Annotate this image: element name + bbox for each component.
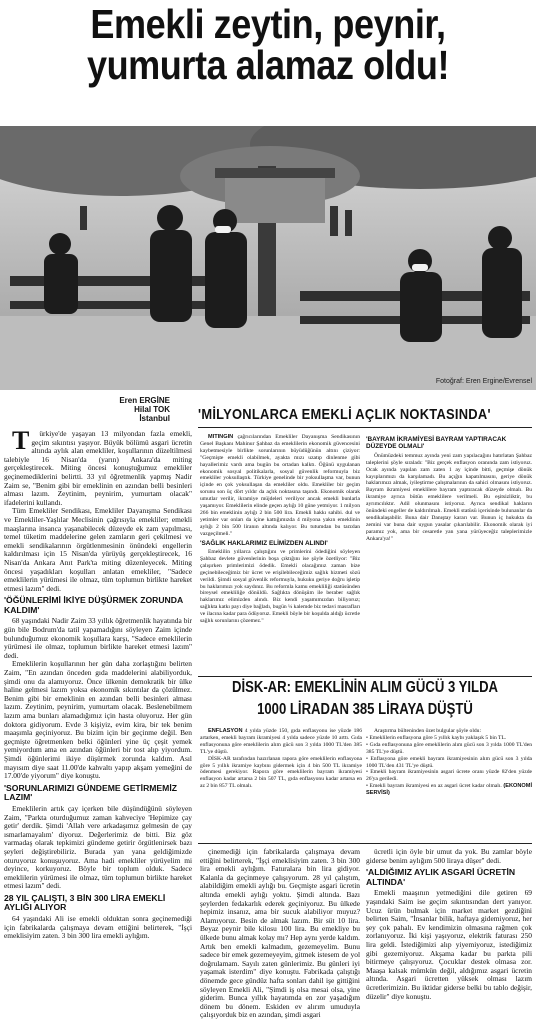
continuation-column	[200, 848, 360, 1022]
sidebar-2-column-right	[366, 728, 532, 840]
byline-name-1: Eren ERGİNE	[119, 396, 170, 405]
sidebar-1-column-left	[200, 434, 360, 670]
sidebar-2-column-left	[200, 728, 362, 840]
photo-credit: Fotoğraf: Eren Ergine/Evrensel	[435, 378, 532, 385]
right-paragraph-2: Emekli maaşının yetmediğini dile getiren 69 yaşındaki Saim ise geçim sıkıntısından dert yanıyor. Ucuz ürün bulmak için market market gezdiğini belirten Saim, "İnsanlar bilik, haftaya gidemiyoruz, her şey çok pahalı. Ev kendimizin olmasına rağmen çok zorlanıyoruz. İki kişi yaşıyoruz, elektrik faturası 250 lira geldi. İstediğimizi alıp yiyemiyoruz, istediğimiz gibi gezemiyoruz. Akşama kadar bu parkta pili bitirmeye çalışıyoruz. Çocuklar destek olmasa zor. Maaşa kalsak mümkün değil, aldığımız asgari ücretin altında. Asgari ücretten yüksek olması lazım ücretlerimizin. Bu iktidar giderse belki bu tablo değişir, düzelir" diye konuştu.	[366, 888, 532, 1001]
sidebar-title-1: 'MİLYONLARCA EMEKLİ AÇLIK NOKTASINDA'	[198, 402, 532, 428]
right-subheading: 'ALDIĞIMIZ AYLIK ASGARİ ÜCRETİN ALTINDA'	[366, 867, 516, 887]
right-column	[366, 848, 532, 1022]
right-paragraph-1: ücretli için öyle bir umut da yok. Bu zamlar böyle giderse benim aylığım 500 liraya düşer" dedi.	[366, 848, 532, 865]
byline-city: İstanbul	[139, 414, 170, 423]
divider	[198, 843, 532, 844]
sidebar-title-2-line-1: DİSK-AR: EMEKLİNİN ALIM GÜCÜ 3 YILDA	[231, 679, 499, 696]
sidebar-1-subheading-2: 'BAYRAM İKRAMİYESİ BAYRAM YAPTIRACAK DÜZEYDE OLMALI'	[366, 436, 507, 451]
headline-line-1: Emekli zeytin, peynir,	[90, 1, 446, 47]
main-paragraph-1: ürkiye'de yaşayan 13 milyondan fazla emekli, geçim sıkıntısı yaşıyor. Büyük bölümü asgari ücretin altında aylık alan emekliler, koşullarının düzeltilmesi talebiyle 16 Nisan'da (yarın) Ankara'da miting gerçekleştirecek. Miting öncesi konuştuğumuz emekliler geçinemediklerini belirtti. 33 yıl öğretmenlik yapmış Nadir Zaim se, "Benim gibi bir emeklinin en azından belli besinleri alması lazım. Zeytinim, peynirim, yumurtam olacak" ifadelerini kullandı.	[4, 430, 192, 507]
sidebar-1-paragraph-2: Emeklilin yıllarca çalıştığını ve primlerini ödediğini söyleyen Şahbaz devlete güvenlerinin boşa çıktığını ise şöyle özetliyor: "Biz çalışırken primlerimizi ödedik. Emekli olacağımız zaman bize geçinebileceğimiz bir ücret ve erişilebileceğimiz sağlık hizmeti sözü verildi. Şimdi sosyal güvenlik reformuyla, hukuku geriye doğru işletip bu haklarımızı yok saydınız. Bu reformla kamu emekliliği statüsünden bireysel emekliliğe dönüldü. Sağlıkta dönüşüm ile beraber sağlık haklarımız elimizden alındı. Biz kendi yaşamımızdan biliyoruz; sağlıkta katkı payı diye bağladı, bugün ¼ kalemde biz tedavi masrafları ve ilacına kadar para ödüyoruz. Emekli böyle bir koşulda aldığı ücretle sağlık sorunlarını çözemez."	[200, 549, 360, 625]
main-subheading-3: 28 YIL ÇALIŞTI, 3 BİN 300 LİRA EMEKLİ AYLIĞI ALIYOR	[4, 892, 166, 913]
main-article-column	[4, 430, 192, 1020]
sidebar-2-paragraph-1: 4 yılda yüzde 150, gıda enflasyonu ise yüzde 186 artarken, emekli bayram ikramiyesi 4 yılda sadece yüzde 10 arttı. Gıda enflasyonuna göre emeklilerin alım gücü son 3 yılda 1000 TL'den 385 TL'ye düştü.	[200, 728, 362, 755]
park-photo	[0, 126, 536, 390]
main-paragraph-4: Emeklilerin koşullarının her gün daha zorlaştığını belirten Zaim, "En azından önceden gıda maddelerini alabiliyorduk, şimdi onu da alamıyoruz. Önce ülkenin demokratik bir ülke haline gelmesi lazım yoksa ekonomik sıkıntılar da çözülmez. Benim gibi bir emeklinin en azından belli besinleri alması lazım. Zeytinim, peynirim, yumurtam olacak. Beslenebilmem lazım ama bunları alamadığımız için hasta oluyoruz. Her gün doktora gidiyorum. Evde 3 kişiyiz, evim kira, bir tek benim maaşımla geçiniyoruz. Bu bizim için bir geçinme değil. Ben geçmişte öğretmenken belki öğünleri yine üç çeşit yemek yemiyordum ama en azından öğünleri bir tost alıp yiyordum. Şimdi öğünlerimi ikiye düşürmek zorunda kaldım. Asıl mayısım diye saat 11.00'de kahvaltı yapıp akşam yemeğini de 17.00'de yiyorum" diye konuştu.	[4, 659, 192, 781]
sidebar-2-bullet-5: • Emekli bayram ikramiyesi en az asgari ücret kadar olmalı. (EKONOMİ SERVİSİ)	[366, 783, 532, 797]
byline	[60, 396, 170, 423]
sidebar-2-source: (EKONOMİ SERVİSİ)	[366, 783, 532, 797]
headline	[0, 0, 536, 128]
sidebar-2-paragraph-2: DİSK-AR tarafından hazırlanan rapora göre emeklilerin enflasyona göre 5 yıllık ikramiye kaybını gidermek için 4 bin 500 TL ikramiye ödenmesi gerekiyor. Rapora göre emeklilerin bayram ikramiyesi enflasyon kadar artarsa 2 bin 507 TL, gıda enflasyonu kadar artarsa en az 2 bin 857 TL olmalı.	[200, 755, 362, 790]
headline-line-2: yumurta alamaz oldu!	[86, 42, 450, 88]
main-paragraph-2: Tüm Emekliler Sendikası, Emekliler Dayanışma Sendikası ve Emekliler-Yaşlılar Meclisinin çağrısıyla emekliler; emekli maaşlarına insanca yaşanabilecek düzeyde ek zam yapılması, temel tüketim maddelerine gelen zamların geri çekilmesi ve emekli sendikalarının örgütlenmesinin önündeki engellerin kaldırılması için 15 Nisan'da yürüyüş gerçekleştirecek, 16 Nisan'da Ankara Anıt Park'ta miting düzenleyecek. Miting öncesi yaşadıkları koşulları anlatan emekliler, "Sadece emeklilerin yürümesi ile olmaz, tüm toplumun birlikte hareket etmesi lazım" dedi.	[4, 506, 192, 593]
sidebar-2-bullet-2: • Gıda enflasyonuna göre emeklilerin alım gücü son 3 yılda 1000 TL'den 385 TL'ye düştü.	[366, 741, 532, 755]
sidebar-2-paragraph-3: Araştırma bülteninden özet bulgular şöyle oldu:	[374, 728, 482, 734]
sidebar-title-2-line-2: 1000 LİRADAN 385 LİRAYA DÜŞTÜ	[257, 701, 473, 718]
sidebar-2-lead: ENFLASYON	[208, 728, 243, 734]
park-photo-illustration	[0, 126, 536, 390]
sidebar-1-lead: MİTİNGİN	[208, 434, 234, 440]
continuation-paragraph: çinemediği için fabrikalarda çalışmaya devam ettiğini belirterek, "İşçi emeklisiyim zaten. 3 bin 300 lira emekli aylığım. Faturalara bin lira gidiyor. Kalanla da geçinmeye çalışıyorum. 28 yıl çalıştım, alabildiğim emekli aylığı bu. Geçmişte asgari ücretin altında emekli aylığı yoktu. Şimdi altında. Bazı şeylerden fedakarlık ederek geçiniyoruz. Bu ülkede hepimiz insanız, ama bir sucuk alabiliyor muyuz? Alamıyoruz. Besin de almak lazım. Bir süt 10 lira. Beyaz peynir bile kilosu 100 lira. Bu emekliye bu ülkede bunu almak kolay mı? Hep aynı yerde kaldım. Artık ben emekli kalmadım, gezemeyelim. Bunu sadece bir emek gezemeyeyim, gitmek istesem de yol doğrulamam. Sayılı zaten günlerimiz. Bu günleri iyi yaşamak isterdim" diye konuştu. Fabrikada çalıştığı dönemde gece gündüz hafta sonları dahil işe gittiğini söyleyen Emekli Ali, "Şimdi iş olsa mesai olsa, yine giderim. Bunca yıllık hayatımda en zor yaşadığım dönem bu dönem. Eskiden ev alırım umuduyla çalışıyorduk biz en azından, şimdi asgari	[200, 848, 360, 1020]
main-subheading-2: 'SORUNLARIMIZI GÜNDEME GETİRMEMİZ LAZIM'	[4, 782, 177, 803]
sidebar-2-bullet-4: • Emekli bayram ikramiyesinin asgari ücrete oranı yüzde 82'den yüzde 26'ya geriledi.	[366, 769, 532, 783]
sidebar-1-paragraph-1: çağrıcılarından Emekliler Dayanışma Sendikasının Genel Başkanı Mahinur Şahbaz da emeklilerin ekonomik güvencesini kaybetmesiyle birlikte sorunlarının büyüdüğünün altını çiziyor: "Geçmişte emekli olabilmek, ayakta mızı uzatıp dinlenme gibi hayallerimiz vardı ama bugün bu ortadan kalktı. Öğünü uygulanan ekonomik sosyal politikalarla, sosyal güvenlik reformuyla biz emekliler yoksullaştık. Türkiye genelinde bir yoksullaşma var, bunun içinde en çok yoksullaşan da emekliler oldu. Emekliler bir geçim sorunu son üç dört yıldır da açlık noktasına taşındı. Ekonomik olarak umutlar verilir, ikramiye müjdeleri veriliyor ancak emekli bunlarla yaşamıyor. Emeklilerin elinde geçen aylığı 10 güne yetmiyor. 1 milyon 266 bin emeklinin aylığı 2 bin 500 lira. Emekli hakkı sahibi. dul ve yetimler var onları da içine kattığımızda 4 milyona yakın emeklinin aylığı 2 bin 500 liranın altında kalıyor. Bu tutumdan bu tarzdan vazgeçilmeli."	[200, 434, 360, 537]
sidebar-2-bullet-3: • Enflasyona göre emekli bayram ikramiyesinin alım gücü son 3 yılda 1000 TL'den 431 TL'ye düştü.	[366, 755, 532, 769]
drop-cap: T	[12, 430, 30, 455]
main-paragraph-3: 68 yaşındaki Nadir Zaim 33 yıllık öğretmenlik hayatında bir gün bile Bodrum'da tatil yapamadığını söyleyen Zaim içinde bulunduğumuz ekonomik koşullara karşı, "Sadece emeklilerin yürümesi ile olmaz, toplumun birlikte hareket etmesi lazım" dedi.	[4, 616, 192, 660]
byline-name-2: Hilal TOK	[134, 405, 170, 414]
sidebar-1-subheading-1: 'SAĞLIK HAKLARIMIZ ELİMİZDEN ALINDI'	[200, 539, 328, 547]
sidebar-1-paragraph-3: Önümüzdeki temmuz ayında yeni zam yapılacağını hatırlatan Şahbaz taleplerini şöyle sıraladı: "Biz gerçek enflasyon oranında zam istiyoruz. Ocak ayında yapılan zam zaten 1 ay içinde bitti, geçmişe dönük kayıplarımızı da karşılamadı. Bu açığın kapatılmasını, geriye dönük haklarımızı almak, iyileştirme çalışmalarının da sahici olmasını istiyoruz. Bayram ikramiyesi emeklilere bayram yaptıracak düzeyde olmalı. Bu ikramiye ayrıca bütün emeklilere verilmeli. Bu eşitsizliktir, bu ayrımcılıktır. Adil olunmasını istiyoruz. Ayrıca sendikal hakların önündeki engeller de kaldırılmalı. Emekli statüsü içerisinde bulunanlar da sendikalaşabilir. Buna dair Danıştay kararı var. Bunun iç hukukta da zemini var buna dair uygun yasalar çıkarılabilir. Ekonomik olarak iyi paramız yok, ama bir cesaretle yan yana yürüyeceğiz taleplerimizle Ankara'ya!"	[366, 452, 532, 542]
main-paragraph-5: Emeklilerin artık çay içerken bile düşündüğünü söyleyen Zaim, "Parkta oturduğumuz zaman kahveciye 'Hepimize çay getir' derdik. Şimdi 'Allah vere arkadaşımız gelmesin de çay ısmarlamayalım' diyoruz. Değerlerimiz de bitti. Biz göz varmadaş olarak tepkimizi gündeme getirir örgütlenirsek bazı şeyleri değiştirebiliriz. Burada yan yana geldiğimizde oturuyoruz konuşuyoruz. Ama hadi emekliler yürüyelim mi deyince, korkuyoruz. Böyle bir toplum olduk. Sadece emeklilerin yürümesi ile olmaz, tüm toplumun birlikte hareket etmesi lazım" dedi.	[4, 803, 192, 891]
sidebar-2-bullet-1: • Emeklilerin enflasyona göre 5 yıllık kaybı yaklaşık 5 bin TL.	[366, 734, 507, 741]
main-paragraph-6: 64 yaşındaki Ali ise emekli olduktan sonra geçinemediği için fabrikalarda çalışmaya devam ettiğini belirterek, "İşçi emeklisiyim zaten. 3 bin 300 lira emekli aylığım.	[4, 914, 192, 941]
sidebar-1-column-right	[366, 434, 532, 670]
main-subheading-1: 'ÖĞÜNLERİMİ İKİYE DÜŞÜRMEK ZORUNDA KALDIM'	[4, 595, 183, 615]
sidebar-title-2	[198, 676, 532, 722]
